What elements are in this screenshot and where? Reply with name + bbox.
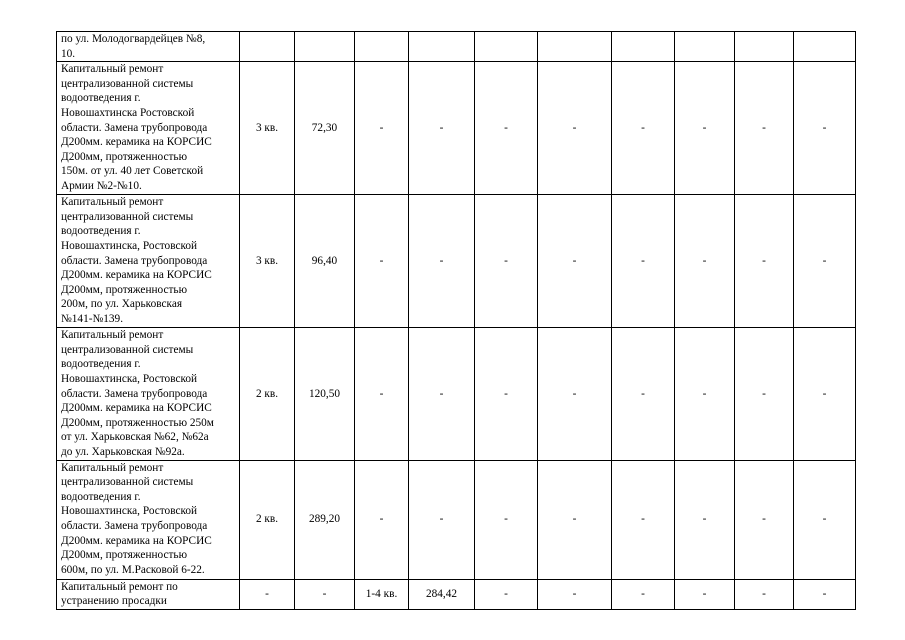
table-cell: - [794, 195, 856, 328]
table-row [57, 579, 856, 609]
description-line: 600м, по ул. М.Расковой 6-22. [61, 563, 205, 576]
table-cell: - [675, 195, 735, 328]
description-line: 150м. от ул. 40 лет Советской [61, 165, 204, 178]
table-cell [409, 32, 475, 62]
table-cell: - [735, 328, 794, 460]
table-cell: 2 кв. [240, 460, 295, 579]
table-cell [675, 32, 735, 62]
description-line: централизованной системы [61, 210, 194, 223]
table-cell: - [794, 460, 856, 579]
table-cell: - [735, 579, 794, 609]
table-cell: - [475, 328, 538, 460]
work-description-cell [57, 579, 240, 609]
description-line: 200м, по ул. Харьковская [61, 298, 183, 311]
table-row [57, 195, 856, 328]
description-line: области. Замена трубопровода [61, 254, 208, 267]
work-description-cell [57, 32, 240, 62]
work-description-cell [57, 62, 240, 195]
description-line: Капитальный ремонт [61, 461, 164, 474]
description-line: от ул. Харьковская №62, №62а [61, 431, 209, 444]
table-cell: - [240, 579, 295, 609]
table-cell: - [612, 328, 675, 460]
table-cell: 2 кв. [240, 328, 295, 460]
table-row [57, 328, 856, 460]
description-line: водоотведения г. [61, 92, 141, 105]
description-line: области. Замена трубопровода [61, 519, 208, 532]
table-cell: - [355, 328, 409, 460]
work-description-cell [57, 195, 240, 328]
table-cell: - [538, 579, 612, 609]
table-cell: - [475, 579, 538, 609]
table-body [57, 32, 856, 610]
table-cell: - [612, 62, 675, 195]
table-cell: - [612, 195, 675, 328]
description-line: Капитальный ремонт [61, 63, 164, 76]
description-line: 10. [61, 47, 76, 60]
work-description-cell [57, 328, 240, 460]
description-line: Д200мм. керамика на КОРСИС [61, 136, 212, 149]
description-line: Д200мм. керамика на КОРСИС [61, 534, 212, 547]
description-line: области. Замена трубопровода [61, 387, 208, 400]
table-cell: - [538, 62, 612, 195]
table-row [57, 62, 856, 195]
description-line: Капитальный ремонт по [61, 580, 178, 593]
table-cell: - [475, 62, 538, 195]
description-line: устранению просадки [61, 595, 167, 608]
description-line: Капитальный ремонт [61, 329, 164, 342]
table-cell: - [475, 195, 538, 328]
description-line: Д200мм. керамика на КОРСИС [61, 402, 212, 415]
table-cell: - [409, 328, 475, 460]
description-line: Д200мм, протяженностью 250м [61, 416, 214, 429]
table-cell [794, 32, 856, 62]
work-plan-table [56, 31, 856, 610]
table-cell: - [794, 328, 856, 460]
table-cell: 284,42 [409, 579, 475, 609]
description-line: централизованной системы [61, 77, 194, 90]
table-cell: - [612, 460, 675, 579]
description-line: водоотведения г. [61, 225, 141, 238]
table-cell: - [675, 62, 735, 195]
table-cell: 96,40 [295, 195, 355, 328]
table-cell: - [355, 460, 409, 579]
description-line: Д200мм, протяженностью [61, 283, 188, 296]
table-cell [538, 32, 612, 62]
table-cell [475, 32, 538, 62]
table-cell [355, 32, 409, 62]
table-cell: - [675, 328, 735, 460]
description-line: водоотведения г. [61, 358, 141, 371]
description-line: Капитальный ремонт [61, 196, 164, 209]
table-cell: 1-4 кв. [355, 579, 409, 609]
description-line: Д200мм, протяженностью [61, 150, 188, 163]
description-line: Новошахтинска Ростовской [61, 106, 195, 119]
table-cell: 120,50 [295, 328, 355, 460]
description-line: централизованной системы [61, 343, 194, 356]
table-cell [240, 32, 295, 62]
work-description-cell [57, 460, 240, 579]
table-cell: - [538, 195, 612, 328]
table-cell [612, 32, 675, 62]
table-cell [735, 32, 794, 62]
table-cell: - [735, 460, 794, 579]
table-cell: - [475, 460, 538, 579]
description-line: Новошахтинска, Ростовской [61, 239, 198, 252]
table-cell: - [409, 62, 475, 195]
description-line: Д200мм. керамика на КОРСИС [61, 269, 212, 282]
description-line: централизованной системы [61, 476, 194, 489]
description-line: по ул. Молодогвардейцев №8, [61, 33, 206, 45]
table-cell: - [612, 579, 675, 609]
table-cell: - [538, 460, 612, 579]
description-line: области. Замена трубопровода [61, 121, 208, 134]
table-cell [295, 32, 355, 62]
description-line: до ул. Харьковская №92а. [61, 445, 185, 458]
table-cell: - [295, 579, 355, 609]
table-row [57, 32, 856, 62]
table-cell: 3 кв. [240, 195, 295, 328]
table-cell: - [538, 328, 612, 460]
description-line: №141-№139. [61, 312, 124, 325]
description-line: Новошахтинска, Ростовской [61, 505, 198, 518]
table-cell: - [675, 460, 735, 579]
table-cell: - [735, 62, 794, 195]
table-cell: - [794, 579, 856, 609]
table-cell: - [355, 62, 409, 195]
table-cell: 289,20 [295, 460, 355, 579]
table-cell: - [409, 195, 475, 328]
description-line: Армии №2-№10. [61, 179, 142, 192]
table-cell: - [409, 460, 475, 579]
description-line: Новошахтинска, Ростовской [61, 372, 198, 385]
table-cell: - [675, 579, 735, 609]
table-cell: 3 кв. [240, 62, 295, 195]
table-cell: - [735, 195, 794, 328]
description-line: Д200мм, протяженностью [61, 549, 188, 562]
table-cell: - [355, 195, 409, 328]
description-line: водоотведения г. [61, 490, 141, 503]
table-cell: - [794, 62, 856, 195]
table-cell: 72,30 [295, 62, 355, 195]
table-row [57, 460, 856, 579]
